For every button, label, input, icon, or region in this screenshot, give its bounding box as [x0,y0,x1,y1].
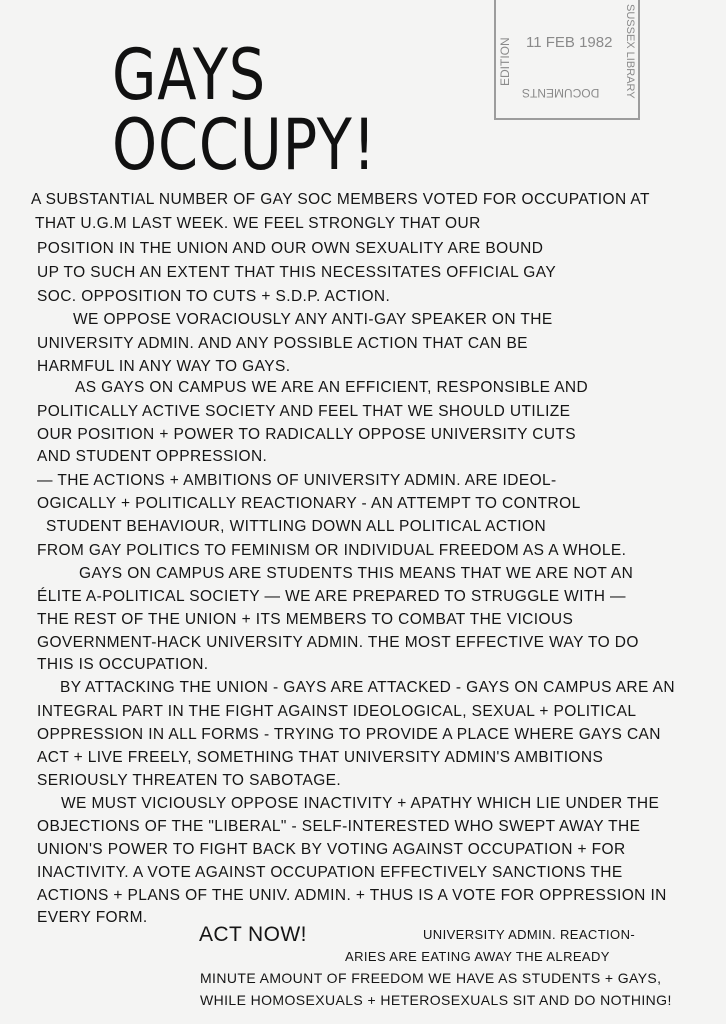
text-line: POSITION IN THE UNION AND OUR OWN SEXUALITY ARE BOUND [37,240,544,257]
text-line: ACTIONS + PLANS OF THE UNIV. ADMIN. + THUS IS A VOTE FOR OPPRESSION IN [37,887,667,904]
stamp-left-text: EDITION [498,37,512,86]
text-line: FROM GAY POLITICS TO FEMINISM OR INDIVIDUAL FREEDOM AS A WHOLE. [37,542,627,559]
text-line: THIS IS OCCUPATION. [37,656,209,673]
text-line: A SUBSTANTIAL NUMBER OF GAY SOC MEMBERS VOTED FOR OCCUPATION AT [31,191,650,208]
text-line: UP TO SUCH AN EXTENT THAT THIS NECESSITATES OFFICIAL GAY [37,264,557,281]
text-line: OPPRESSION IN ALL FORMS - TRYING TO PROVIDE A PLACE WHERE GAYS CAN [37,726,661,743]
text-line: EVERY FORM. [37,909,148,926]
stamp-bottom-text: DOCUMENTS [522,86,600,100]
text-line: WE MUST VICIOUSLY OPPOSE INACTIVITY + APATHY WHICH LIE UNDER THE [61,795,660,812]
text-line: UNION'S POWER TO FIGHT BACK BY VOTING AGAINST OCCUPATION + FOR [37,841,626,858]
text-line: AS GAYS ON CAMPUS WE ARE AN EFFICIENT, RESPONSIBLE AND [75,379,589,396]
text-line: UNIVERSITY ADMIN. AND ANY POSSIBLE ACTION THAT CAN BE [37,335,528,352]
text-line: WE OPPOSE VORACIOUSLY ANY ANTI-GAY SPEAKER ON THE [73,311,553,328]
leaflet-title: GAYS OCCUPY! [112,34,377,186]
text-line: OUR POSITION + POWER TO RADICALLY OPPOSE UNIVERSITY CUTS [37,426,577,443]
text-line: HARMFUL IN ANY WAY TO GAYS. [37,358,291,375]
text-line: THAT U.G.M LAST WEEK. WE FEEL STRONGLY THAT OUR [35,215,481,232]
text-line: INTEGRAL PART IN THE FIGHT AGAINST IDEOLOGICAL, SEXUAL + POLITICAL [37,703,637,720]
act-now-heading: ACT NOW! [199,923,307,946]
text-line: — THE ACTIONS + AMBITIONS OF UNIVERSITY ADMIN. ARE IDEOL- [37,472,557,489]
stamp-right-text: SUSSEX LIBRARY [624,4,636,99]
text-line: ÉLITE A-POLITICAL SOCIETY — WE ARE PREPARED TO STRUGGLE WITH — [37,588,626,605]
text-line: INACTIVITY. A VOTE AGAINST OCCUPATION EFFECTIVELY SANCTIONS THE [37,864,623,881]
text-line: OBJECTIONS OF THE "LIBERAL" - SELF-INTERESTED WHO SWEPT AWAY THE [37,818,641,835]
text-line: GAYS ON CAMPUS ARE STUDENTS THIS MEANS THAT WE ARE NOT AN [79,565,634,582]
text-line: AND STUDENT OPPRESSION. [37,448,268,465]
footer-line: UNIVERSITY ADMIN. REACTION- [423,927,636,942]
text-line: POLITICALLY ACTIVE SOCIETY AND FEEL THAT WE SHOULD UTILIZE [37,403,571,420]
text-line: SOC. OPPOSITION TO CUTS + S.D.P. ACTION. [37,288,391,305]
footer-line: ARIES ARE EATING AWAY THE ALREADY [345,949,610,964]
text-line: GOVERNMENT-HACK UNIVERSITY ADMIN. THE MOST EFFECTIVE WAY TO DO [37,634,639,651]
text-line: BY ATTACKING THE UNION - GAYS ARE ATTACKED - GAYS ON CAMPUS ARE AN [60,679,675,696]
text-line: THE REST OF THE UNION + ITS MEMBERS TO COMBAT THE VICIOUS [37,611,574,628]
footer-line: MINUTE AMOUNT OF FREEDOM WE HAVE AS STUDENTS + GAYS, [200,970,662,986]
text-line: SERIOUSLY THREATEN TO SABOTAGE. [37,772,342,789]
footer-line: WHILE HOMOSEXUALS + HETEROSEXUALS SIT AND DO NOTHING! [200,992,672,1008]
library-stamp [494,0,640,120]
text-line: ACT + LIVE FREELY, SOMETHING THAT UNIVERSITY ADMIN'S AMBITIONS [37,749,604,766]
text-line: STUDENT BEHAVIOUR, WITTLING DOWN ALL POLITICAL ACTION [46,518,547,535]
stamp-date: 11 FEB 1982 [526,34,613,51]
text-line: OGICALLY + POLITICALLY REACTIONARY - AN ATTEMPT TO CONTROL [37,495,581,512]
